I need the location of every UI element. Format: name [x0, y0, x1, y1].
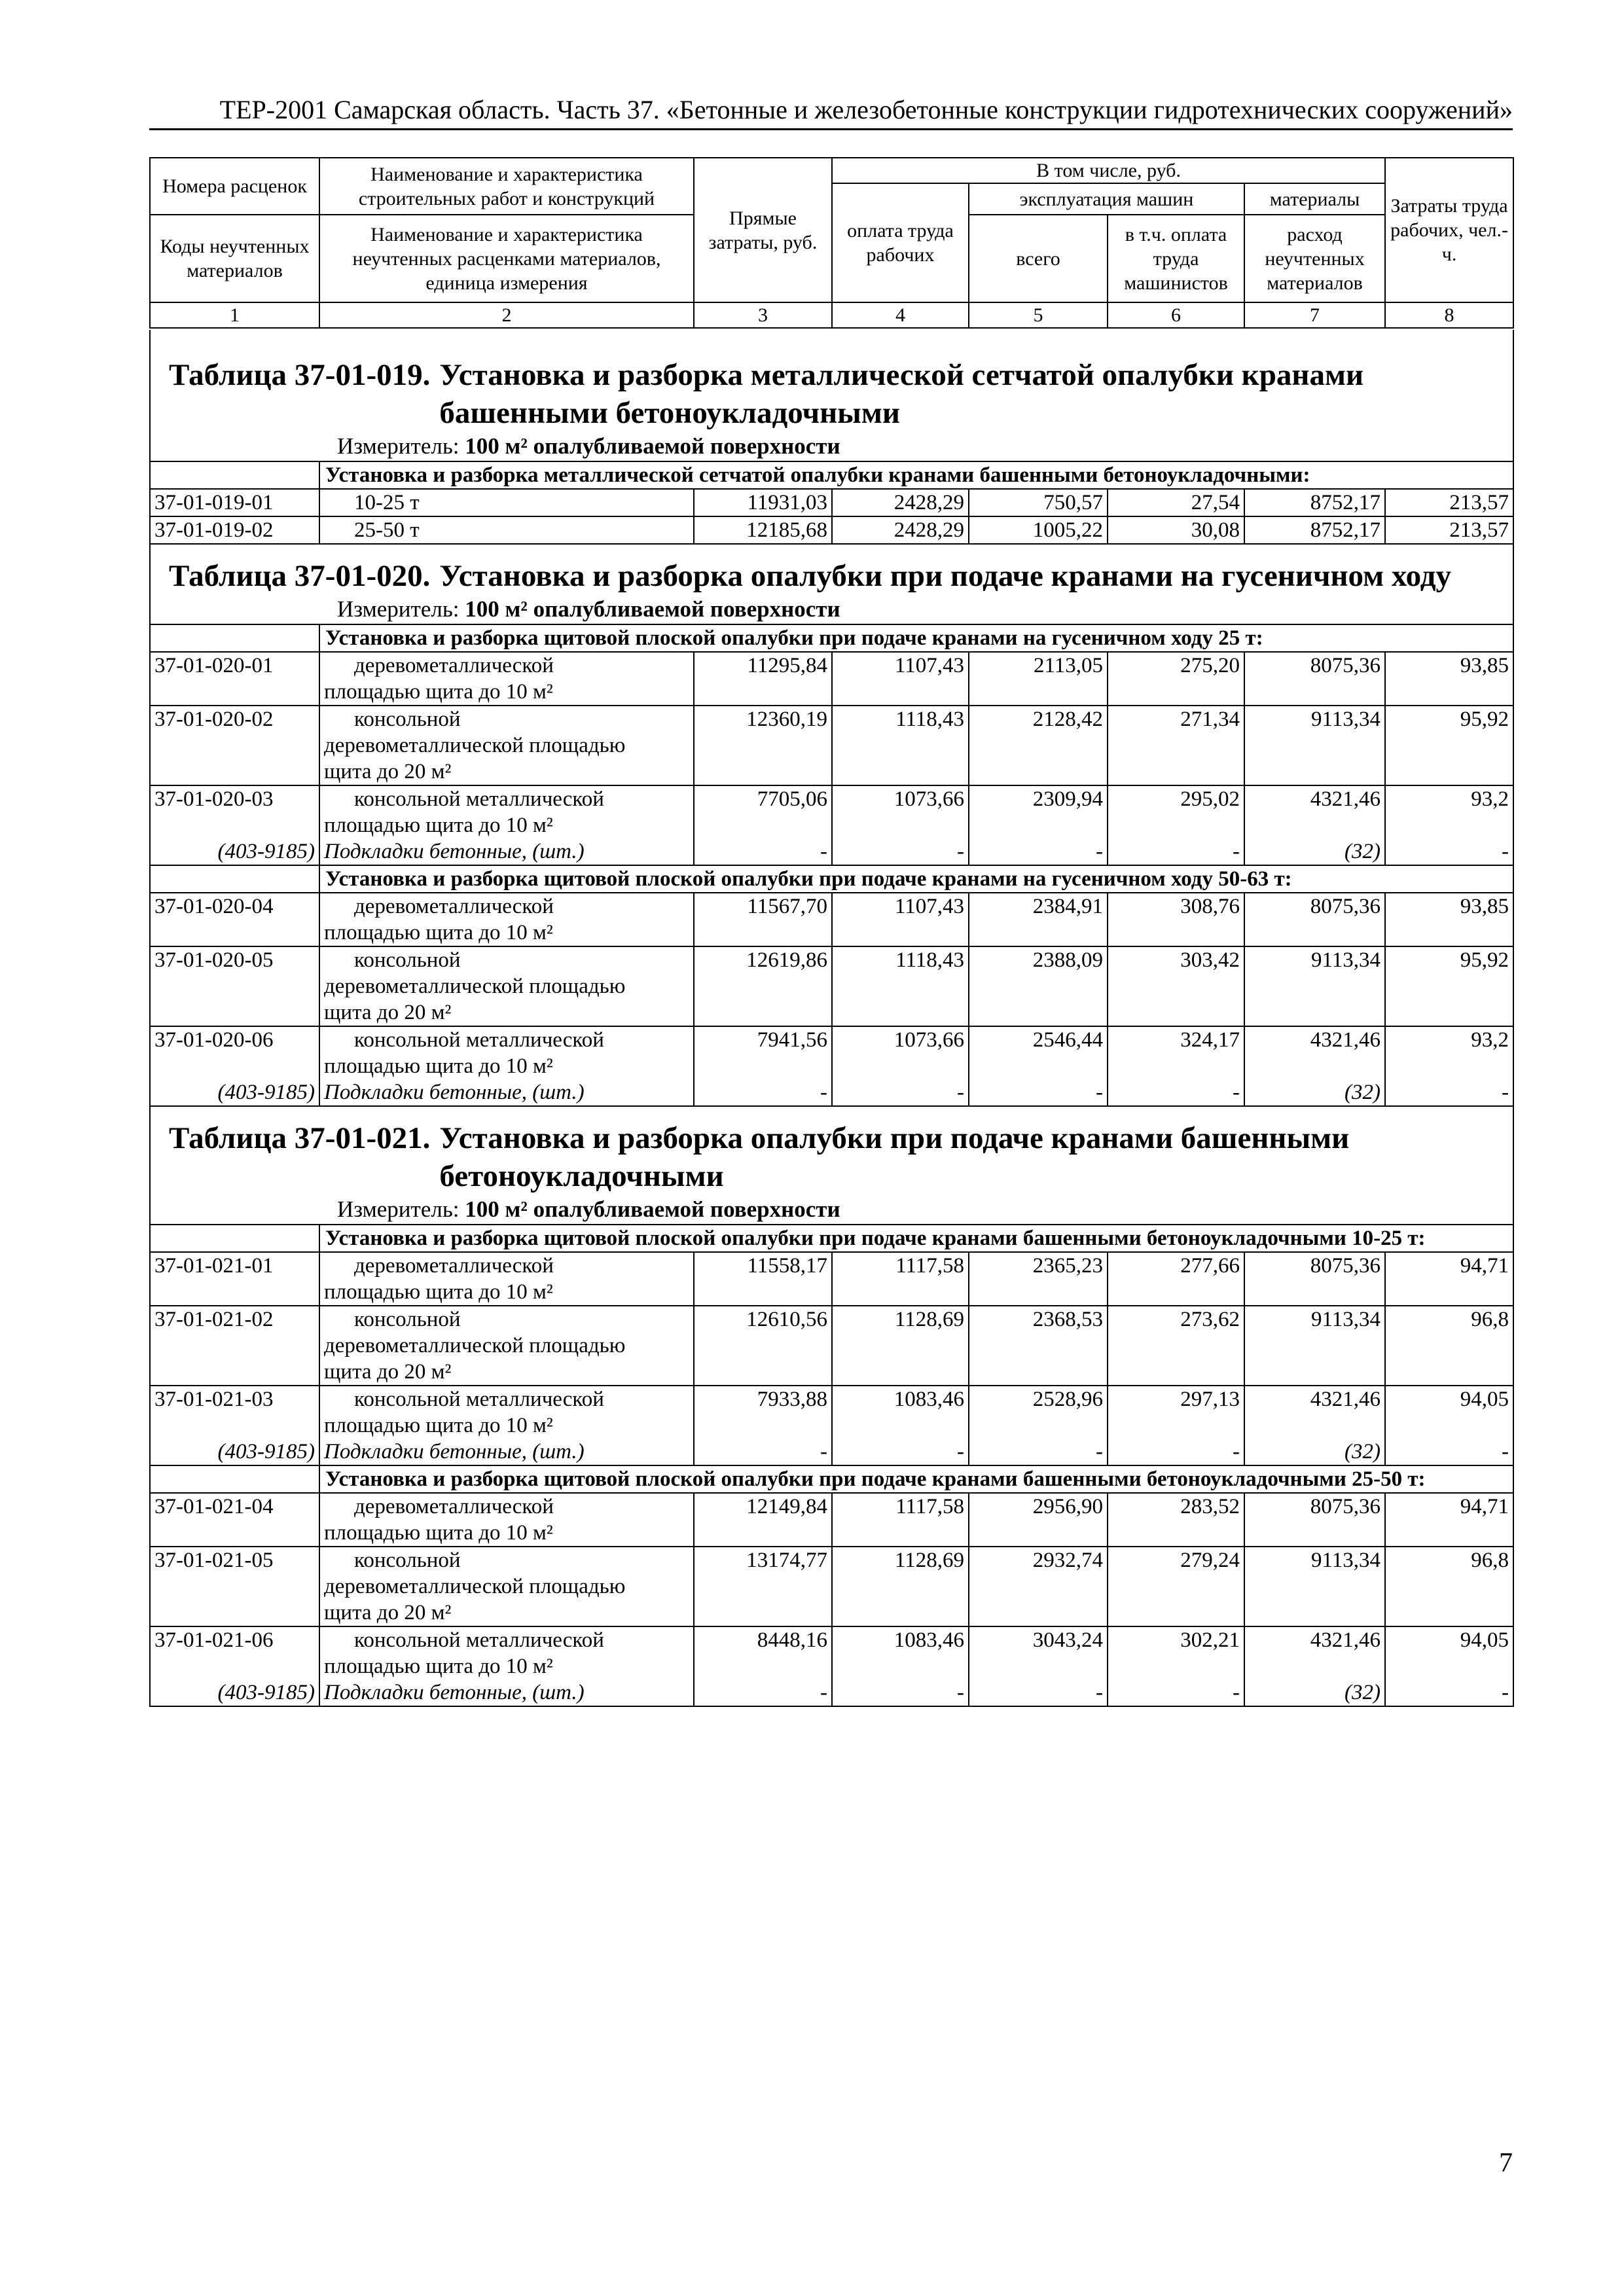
- table-row: [150, 1493, 1513, 1547]
- rate-value: 13174,77: [694, 1547, 832, 1626]
- rate-value: 12619,86: [694, 946, 832, 1026]
- group-title: Установка и разборка щитовой плоской опалубки при подаче кранами на гусеничном ходу 25 т:: [319, 624, 1513, 652]
- material-name: Подкладки бетонные, (шт.): [319, 1679, 694, 1706]
- table-row: [150, 489, 1513, 516]
- rate-value: 1107,43: [832, 893, 969, 946]
- header-machinist-wages: в т.ч. оплата труда машинистов: [1108, 215, 1244, 302]
- material-value: -: [1108, 1439, 1244, 1465]
- rate-name-line: консольной: [354, 948, 461, 972]
- rate-value: 2546,44: [969, 1026, 1108, 1079]
- material-value: -: [1385, 1679, 1513, 1706]
- table-row: [150, 893, 1513, 946]
- rate-name-line: деревометаллической: [354, 1254, 554, 1278]
- header-col1-top: Номера расценок: [150, 158, 319, 215]
- rate-code: 37-01-020-05: [150, 946, 319, 1026]
- table-row: [150, 516, 1513, 544]
- table-title-text: Установка и разборка металлической сетчатой опалубки кранами башенными бетоноукладочными: [439, 358, 1364, 430]
- rate-code: 37-01-020-06: [150, 1026, 319, 1079]
- rate-value: 2384,91: [969, 893, 1108, 946]
- group-code-cell: [150, 1465, 319, 1493]
- table-row: [150, 1465, 1513, 1493]
- rate-value: 8448,16: [694, 1626, 832, 1679]
- rate-code: 37-01-019-01: [150, 489, 319, 516]
- header-materials-use: расход неучтенных материалов: [1244, 215, 1385, 302]
- rate-value: 295,02: [1108, 785, 1244, 838]
- table-row: [150, 1386, 1513, 1439]
- rate-value: 95,92: [1385, 706, 1513, 785]
- table-label: Таблица 37-01-020.: [169, 559, 431, 593]
- rate-name-line: консольной металлической: [354, 787, 604, 811]
- rate-value: 96,8: [1385, 1306, 1513, 1386]
- rate-value: 1073,66: [832, 1026, 969, 1079]
- rate-name: [319, 785, 694, 838]
- rate-name-line: площадью щита до 10 м²: [324, 1414, 553, 1437]
- material-code: (403-9185): [150, 838, 319, 865]
- rate-name-line: площадью щита до 10 м²: [324, 1054, 553, 1078]
- rate-value: 1083,46: [832, 1626, 969, 1679]
- table-row: [150, 330, 1513, 356]
- column-number-cell: 6: [1108, 302, 1244, 328]
- rate-value: 11931,03: [694, 489, 832, 516]
- rate-name: [319, 1626, 694, 1679]
- material-value: -: [1108, 1079, 1244, 1106]
- rate-value: 4321,46: [1244, 1026, 1385, 1079]
- rate-name-line: площадью щита до 10 м²: [324, 1280, 553, 1304]
- rate-name-line: площадью щита до 10 м²: [324, 814, 553, 837]
- column-number-cell: 4: [832, 302, 969, 328]
- rate-name: [319, 516, 694, 544]
- material-name: Подкладки бетонные, (шт.): [319, 838, 694, 865]
- table-row: [150, 624, 1513, 652]
- rate-value: 11558,17: [694, 1252, 832, 1306]
- rate-name-line: деревометаллической: [354, 1495, 554, 1518]
- rate-name-line: консольной металлической: [354, 1388, 604, 1411]
- rate-name-line: площадью щита до 10 м²: [324, 1655, 553, 1678]
- rate-value: 297,13: [1108, 1386, 1244, 1439]
- rate-name-line: консольной: [354, 708, 461, 731]
- material-value: -: [694, 838, 832, 865]
- table-row: [150, 461, 1513, 489]
- rate-name: [319, 946, 694, 1026]
- table-row: [150, 1252, 1513, 1306]
- measure-prefix: Измеритель:: [337, 433, 460, 459]
- table-row: [150, 1079, 1513, 1106]
- rate-name: [319, 893, 694, 946]
- rate-code: 37-01-021-06: [150, 1626, 319, 1679]
- rate-value: 2956,90: [969, 1493, 1108, 1547]
- material-value: -: [969, 1079, 1108, 1106]
- rate-code: 37-01-020-03: [150, 785, 319, 838]
- rate-value: 2528,96: [969, 1386, 1108, 1439]
- rate-value: 8075,36: [1244, 652, 1385, 706]
- table-row: [150, 652, 1513, 706]
- rate-code: 37-01-020-04: [150, 893, 319, 946]
- material-value: -: [969, 1439, 1108, 1465]
- rate-value: 213,57: [1385, 489, 1513, 516]
- table-title-cell: [150, 1119, 1513, 1225]
- measure-unit: 100 м² опалубливаемой поверхности: [465, 433, 840, 459]
- running-header: ТЕР-2001 Самарская область. Часть 37. «Бетонные и железобетонные конструкции гидротехнических сооружений»: [219, 95, 1513, 124]
- rate-value: 8075,36: [1244, 893, 1385, 946]
- table-row: [150, 1626, 1513, 1679]
- material-value: -: [832, 1679, 969, 1706]
- material-code: (403-9185): [150, 1079, 319, 1106]
- rate-value: 11567,70: [694, 893, 832, 946]
- table-row: [150, 557, 1513, 624]
- rate-value: 271,34: [1108, 706, 1244, 785]
- rate-value: 283,52: [1108, 1493, 1244, 1547]
- table-measure: [151, 1195, 1513, 1224]
- rate-value: 93,2: [1385, 1026, 1513, 1079]
- rate-value: 1128,69: [832, 1306, 969, 1386]
- rate-name: [319, 1252, 694, 1306]
- material-value: -: [832, 1439, 969, 1465]
- rate-value: 750,57: [969, 489, 1108, 516]
- rate-name-line: площадью щита до 10 м²: [324, 1521, 553, 1545]
- rate-name-line: площадью щита до 10 м²: [324, 921, 553, 944]
- rate-value: 96,8: [1385, 1547, 1513, 1626]
- rate-value: 12185,68: [694, 516, 832, 544]
- rate-value: 277,66: [1108, 1252, 1244, 1306]
- table-row: [150, 544, 1513, 557]
- material-name: Подкладки бетонные, (шт.): [319, 1079, 694, 1106]
- rate-value: 12149,84: [694, 1493, 832, 1547]
- rate-value: 1073,66: [832, 785, 969, 838]
- rate-value: 94,05: [1385, 1386, 1513, 1439]
- rate-value: 93,85: [1385, 893, 1513, 946]
- material-value: (32): [1244, 1079, 1385, 1106]
- measure-unit: 100 м² опалубливаемой поверхности: [465, 596, 840, 622]
- rate-name-line: щита до 20 м²: [324, 760, 452, 783]
- material-name: Подкладки бетонные, (шт.): [319, 1439, 694, 1465]
- header-rule: [149, 128, 1513, 130]
- measure-prefix: Измеритель:: [337, 1196, 460, 1222]
- rate-value: 2428,29: [832, 516, 969, 544]
- rate-name-line: щита до 20 м²: [324, 1360, 452, 1384]
- rate-value: 8075,36: [1244, 1493, 1385, 1547]
- rate-name-line: щита до 20 м²: [324, 1001, 452, 1024]
- rate-value: 93,85: [1385, 652, 1513, 706]
- rate-name-line: площадью щита до 10 м²: [324, 680, 553, 704]
- spacer: [150, 544, 1513, 557]
- rate-value: 1005,22: [969, 516, 1108, 544]
- rate-name: [319, 1386, 694, 1439]
- table-row: [150, 1306, 1513, 1386]
- rate-name-line: щита до 20 м²: [324, 1601, 452, 1624]
- table-label: Таблица 37-01-019.: [169, 358, 431, 392]
- table-title-text: Установка и разборка опалубки при подаче кранами башенными бетоноукладочными: [439, 1121, 1350, 1193]
- rate-value: 4321,46: [1244, 1626, 1385, 1679]
- header-direct-costs: Прямые затраты, руб.: [694, 158, 832, 302]
- table-label: Таблица 37-01-021.: [169, 1121, 431, 1155]
- rate-value: 8075,36: [1244, 1252, 1385, 1306]
- rate-value: 4321,46: [1244, 785, 1385, 838]
- rate-value: 4321,46: [1244, 1386, 1385, 1439]
- header-machines-total: всего: [969, 215, 1108, 302]
- material-value: -: [1385, 1439, 1513, 1465]
- rate-value: 9113,34: [1244, 1547, 1385, 1626]
- rate-value: 3043,24: [969, 1626, 1108, 1679]
- rate-value: 2309,94: [969, 785, 1108, 838]
- rate-value: 1107,43: [832, 652, 969, 706]
- material-value: -: [1108, 1679, 1244, 1706]
- rate-name-line: консольной: [354, 1549, 461, 1572]
- rate-value: 1128,69: [832, 1547, 969, 1626]
- page-number: 7: [1499, 2148, 1513, 2178]
- rate-value: 2388,09: [969, 946, 1108, 1026]
- spacer: [150, 1106, 1513, 1119]
- material-code: (403-9185): [150, 1679, 319, 1706]
- header-labor-costs: Затраты труда рабочих, чел.-ч.: [1385, 158, 1513, 302]
- table-row: [150, 1679, 1513, 1706]
- rate-value: 94,71: [1385, 1493, 1513, 1547]
- material-value: -: [694, 1679, 832, 1706]
- column-number-cell: 8: [1385, 302, 1513, 328]
- rate-value: 1117,58: [832, 1493, 969, 1547]
- column-number-cell: 3: [694, 302, 832, 328]
- table-row: [150, 1119, 1513, 1225]
- table-title: [151, 557, 1513, 595]
- rate-value: 2368,53: [969, 1306, 1108, 1386]
- rate-value: 94,05: [1385, 1626, 1513, 1679]
- measure-unit: 100 м² опалубливаемой поверхности: [465, 1196, 840, 1222]
- rate-value: 302,21: [1108, 1626, 1244, 1679]
- material-value: -: [969, 1679, 1108, 1706]
- rate-value: 95,92: [1385, 946, 1513, 1026]
- rate-code: 37-01-021-05: [150, 1547, 319, 1626]
- rate-value: 1118,43: [832, 706, 969, 785]
- rate-value: 7941,56: [694, 1026, 832, 1079]
- rate-value: 30,08: [1108, 516, 1244, 544]
- group-title: Установка и разборка щитовой плоской опалубки при подаче кранами башенными бетоноукладочными 25-50 т:: [319, 1465, 1513, 1493]
- header-col2-bottom: Наименование и характеристика неучтенных расценками материалов, единица измерения: [319, 215, 694, 302]
- rate-code: 37-01-020-02: [150, 706, 319, 785]
- table-row: [150, 785, 1513, 838]
- material-value: -: [1385, 1079, 1513, 1106]
- rate-code: 37-01-020-01: [150, 652, 319, 706]
- rate-value: 2932,74: [969, 1547, 1108, 1626]
- rate-value: 275,20: [1108, 652, 1244, 706]
- rate-value: 2113,05: [969, 652, 1108, 706]
- column-number-cell: 5: [969, 302, 1108, 328]
- table-row: [150, 838, 1513, 865]
- column-number-cell: 7: [1244, 302, 1385, 328]
- header-wages: оплата труда рабочих: [832, 183, 969, 302]
- header-materials-top: материалы: [1244, 183, 1385, 215]
- table-title-text: Установка и разборка опалубки при подаче кранами на гусеничном ходу: [439, 559, 1452, 593]
- table-row: [150, 865, 1513, 893]
- material-value: (32): [1244, 1439, 1385, 1465]
- table-measure: [151, 432, 1513, 461]
- rate-value: 303,42: [1108, 946, 1244, 1026]
- table-row: [150, 1106, 1513, 1119]
- rate-name: [319, 1026, 694, 1079]
- group-title: Установка и разборка щитовой плоской опалубки при подаче кранами на гусеничном ходу 50-63 т:: [319, 865, 1513, 893]
- rate-name-line: 25-50 т: [354, 518, 420, 542]
- header-col1-bottom: Коды неучтенных материалов: [150, 215, 319, 302]
- material-value: -: [832, 1079, 969, 1106]
- rate-value: 1083,46: [832, 1386, 969, 1439]
- header-machines: эксплуатация машин: [969, 183, 1244, 215]
- rate-code: 37-01-021-02: [150, 1306, 319, 1386]
- group-code-cell: [150, 865, 319, 893]
- rate-value: 273,62: [1108, 1306, 1244, 1386]
- group-title: Установка и разборка металлической сетчатой опалубки кранами башенными бетоноукладочными:: [319, 461, 1513, 489]
- rate-name-line: консольной металлической: [354, 1028, 604, 1052]
- rates-table: [149, 330, 1514, 1707]
- table-row: [150, 1547, 1513, 1626]
- rate-value: 7933,88: [694, 1386, 832, 1439]
- rate-name-line: деревометаллической площадью: [324, 1575, 626, 1598]
- material-value: -: [1385, 838, 1513, 865]
- rate-value: 2365,23: [969, 1252, 1108, 1306]
- rate-value: 93,2: [1385, 785, 1513, 838]
- rate-name: [319, 1493, 694, 1547]
- rate-value: 8752,17: [1244, 516, 1385, 544]
- rate-value: 1117,58: [832, 1252, 969, 1306]
- rate-name-line: консольной: [354, 1308, 461, 1331]
- material-value: -: [832, 838, 969, 865]
- rate-code: 37-01-021-04: [150, 1493, 319, 1547]
- material-code: (403-9185): [150, 1439, 319, 1465]
- group-code-cell: [150, 624, 319, 652]
- table-row: [150, 1439, 1513, 1465]
- rate-value: 11295,84: [694, 652, 832, 706]
- rate-value: 94,71: [1385, 1252, 1513, 1306]
- spacer: [150, 330, 1513, 356]
- material-value: -: [1108, 838, 1244, 865]
- rate-value: 9113,34: [1244, 946, 1385, 1026]
- rate-value: 2128,42: [969, 706, 1108, 785]
- rate-name: [319, 1306, 694, 1386]
- rate-value: 12360,19: [694, 706, 832, 785]
- group-code-cell: [150, 461, 319, 489]
- header-col2-top: Наименование и характеристика строительных работ и конструкций: [319, 158, 694, 215]
- table-row: [150, 1225, 1513, 1252]
- rate-name-line: 10-25 т: [354, 491, 420, 514]
- rate-name: [319, 706, 694, 785]
- rate-value: 9113,34: [1244, 706, 1385, 785]
- material-value: -: [694, 1079, 832, 1106]
- rate-value: 1118,43: [832, 946, 969, 1026]
- material-value: -: [694, 1439, 832, 1465]
- material-value: -: [969, 838, 1108, 865]
- rate-name-line: деревометаллической: [354, 895, 554, 918]
- rate-name: [319, 489, 694, 516]
- table-row: [150, 706, 1513, 785]
- table-title-cell: [150, 557, 1513, 624]
- rate-value: 308,76: [1108, 893, 1244, 946]
- rate-name: [319, 652, 694, 706]
- rate-name-line: деревометаллической площадью: [324, 1334, 626, 1357]
- column-header-table: [149, 157, 1514, 329]
- table-measure: [151, 595, 1513, 624]
- material-value: (32): [1244, 1679, 1385, 1706]
- rate-code: 37-01-019-02: [150, 516, 319, 544]
- rate-value: 213,57: [1385, 516, 1513, 544]
- rate-value: 324,17: [1108, 1026, 1244, 1079]
- material-value: (32): [1244, 838, 1385, 865]
- rate-value: 9113,34: [1244, 1306, 1385, 1386]
- rate-value: 27,54: [1108, 489, 1244, 516]
- rate-value: 7705,06: [694, 785, 832, 838]
- table-title: [151, 356, 1513, 432]
- table-title-cell: [150, 356, 1513, 461]
- rate-name: [319, 1547, 694, 1626]
- rate-value: 279,24: [1108, 1547, 1244, 1626]
- table-title: [151, 1119, 1513, 1195]
- rate-name-line: деревометаллической площадью: [324, 734, 626, 757]
- rate-value: 2428,29: [832, 489, 969, 516]
- column-number-cell: 2: [319, 302, 694, 328]
- rate-value: 8752,17: [1244, 489, 1385, 516]
- header-incl: В том числе, руб.: [832, 158, 1385, 183]
- rate-value: 12610,56: [694, 1306, 832, 1386]
- table-row: [150, 1026, 1513, 1079]
- group-title: Установка и разборка щитовой плоской опалубки при подаче кранами башенными бетоноукладочными 10-25 т:: [319, 1225, 1513, 1252]
- rate-code: 37-01-021-01: [150, 1252, 319, 1306]
- rate-name-line: консольной металлической: [354, 1628, 604, 1652]
- table-row: [150, 356, 1513, 461]
- column-number-cell: 1: [150, 302, 319, 328]
- rate-code: 37-01-021-03: [150, 1386, 319, 1439]
- measure-prefix: Измеритель:: [337, 596, 460, 622]
- rate-name-line: деревометаллической: [354, 654, 554, 677]
- rate-name-line: деревометаллической площадью: [324, 975, 626, 998]
- group-code-cell: [150, 1225, 319, 1252]
- table-row: [150, 946, 1513, 1026]
